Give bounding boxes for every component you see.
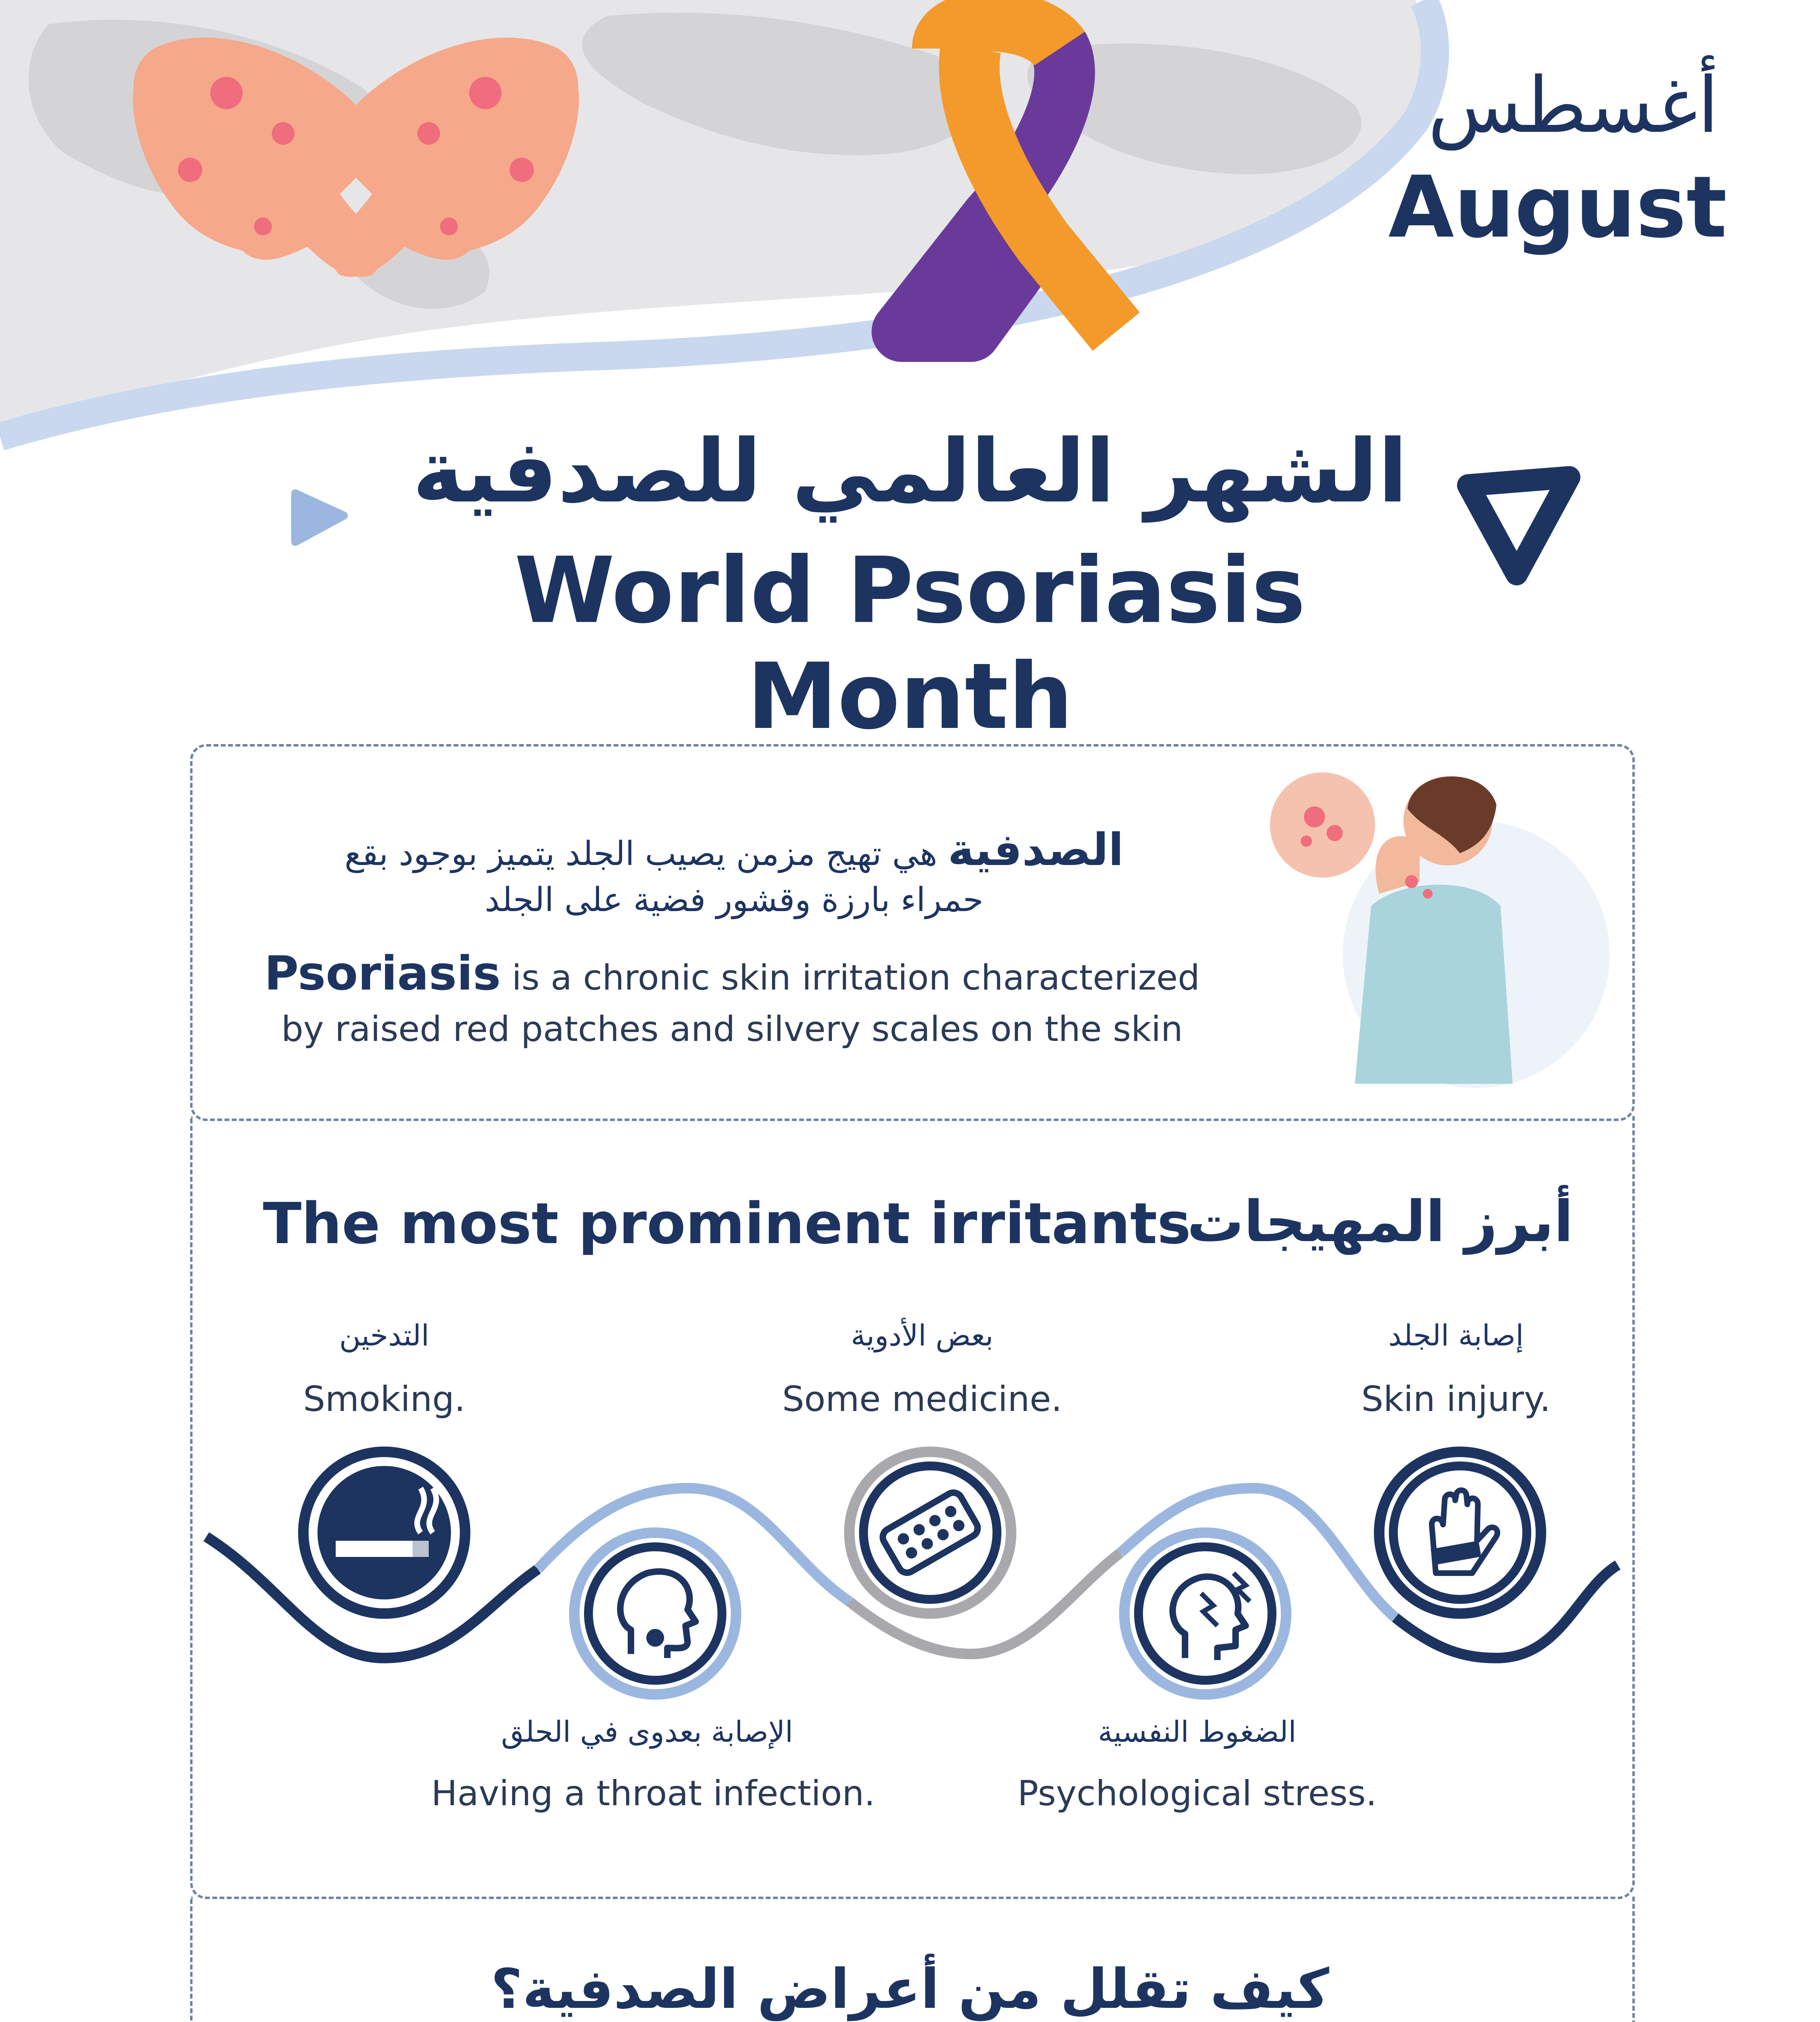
definition-text-en-1: is a chronic skin irritation characterized <box>512 958 1200 998</box>
irritant-label-ar-stress: الضغوط النفسية <box>1098 1715 1297 1749</box>
irritant-label-en-medicine: Some medicine. <box>782 1379 1062 1419</box>
irritant-label-en-throat: Having a throat infection. <box>431 1773 875 1814</box>
definition-ar <box>259 821 1209 922</box>
irritant-label-en-stress: Psychological stress. <box>1017 1773 1377 1814</box>
irritant-label-ar-smoking: التدخين <box>339 1318 430 1352</box>
pills-icon <box>841 1444 1019 1622</box>
irritant-label-ar-skin-injury: إصابة الجلد <box>1388 1318 1524 1352</box>
irritants-heading-ar: أبرز المهيجات <box>1187 1189 1573 1255</box>
definition-term-ar: الصدفية <box>948 824 1124 876</box>
cigarette-icon <box>295 1444 473 1622</box>
definition-text-ar-2: حمراء بارزة وقشور فضية على الجلد <box>485 881 984 919</box>
definition-text-en-2: by raised red patches and silvery scales on the skin <box>281 1009 1183 1049</box>
irritant-label-en-smoking: Smoking. <box>303 1379 466 1419</box>
irritants-heading-en: The most prominent irritants <box>263 1191 1191 1257</box>
title-ar: الشهر العالمي للصدفية <box>412 421 1408 522</box>
woman-scratching-icon <box>1234 760 1618 1092</box>
month-en: August <box>1388 158 1727 257</box>
irritant-label-en-skin-injury: Skin injury. <box>1361 1379 1551 1419</box>
stress-head-icon <box>1116 1525 1294 1703</box>
definition-text-ar-1: هي تهيج مزمن يصيب الجلد يتميز بوجود بقع <box>344 835 938 873</box>
triangle-light-icon <box>287 485 352 550</box>
definition-term-en: Psoriasis <box>264 946 501 1001</box>
reduce-heading-ar: كيف تقلل من أعراض الصدفية؟ <box>491 1957 1329 2021</box>
irritant-label-ar-medicine: بعض الأدوية <box>851 1318 994 1352</box>
definition-en <box>226 942 1238 1053</box>
title-en: World Psoriasis Month <box>514 538 1306 750</box>
month-ar: أغسطس <box>1428 61 1719 150</box>
throat-icon <box>566 1525 744 1703</box>
irritant-label-ar-throat: الإصابة بعدوى في الحلق <box>501 1715 793 1749</box>
bandaged-hand-icon <box>1371 1444 1549 1622</box>
